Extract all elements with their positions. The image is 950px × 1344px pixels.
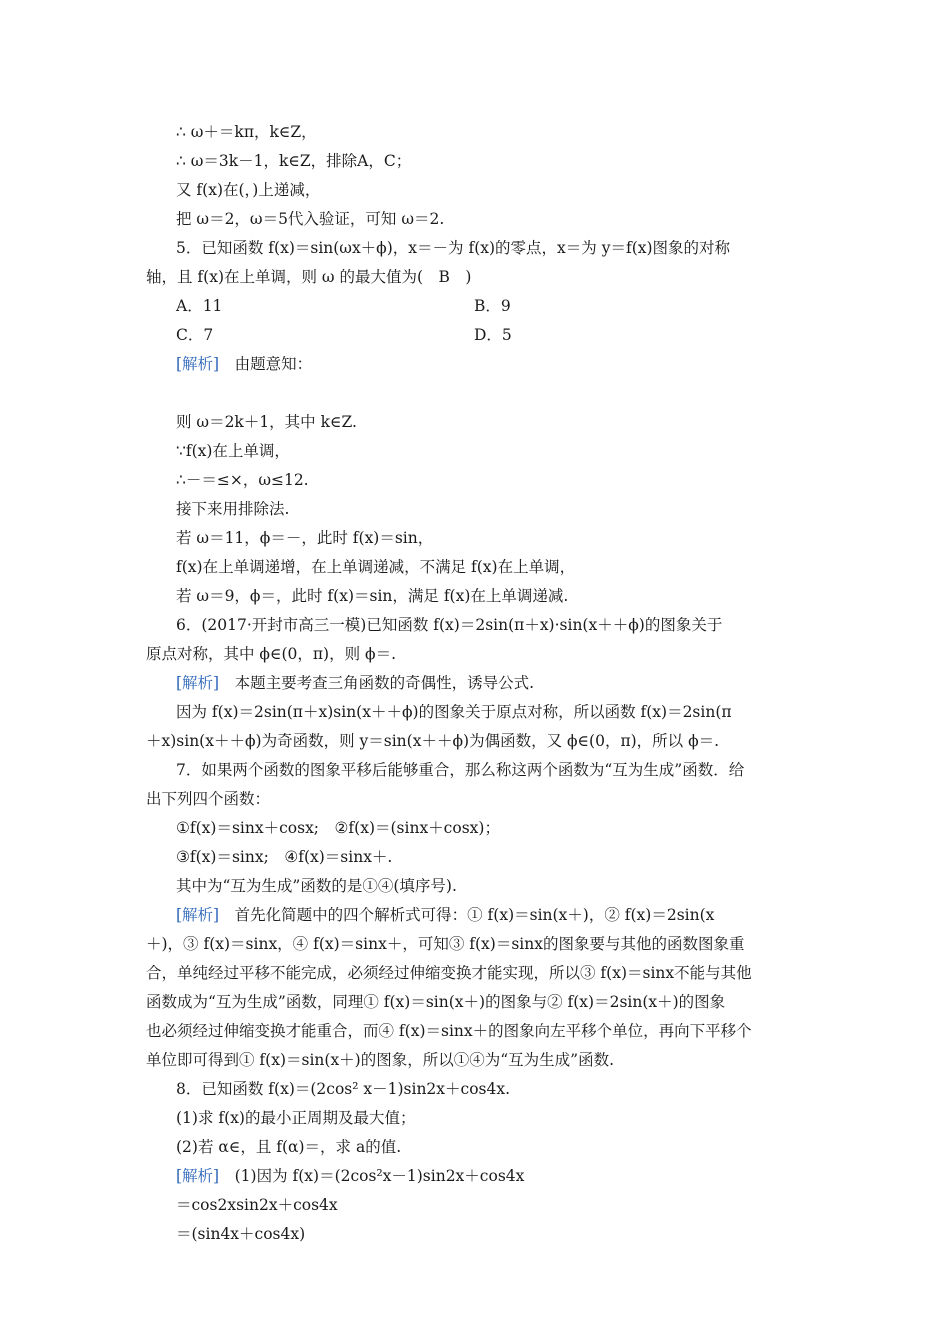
analysis-line [146, 1162, 806, 1191]
option-a: A．11 [176, 297, 223, 315]
text-line: 单位即可得到① f(x)＝sin(x＋)的图象，所以①④为“互为生成”函数. [146, 1051, 615, 1069]
text-line: 接下来用排除法. [176, 500, 290, 518]
analysis-tag: [解析] [176, 355, 220, 373]
question-8-part-1: (1)求 f(x)的最小正周期及最大值； [176, 1109, 416, 1127]
text-line: 合，单纯经过平移不能完成，必须经过伸缩变换才能实现，所以③ f(x)＝sinx不能与其他 [146, 964, 752, 982]
analysis-text: 由题意知： [219, 355, 313, 373]
text-line: ＋x)sin(x＋＋ϕ)为奇函数，则 y＝sin(x＋＋ϕ)为偶函数，又 ϕ∈(0，π)，所以 ϕ＝. [146, 732, 720, 750]
question-7-stem-cont: 出下列四个函数： [146, 790, 271, 808]
analysis-tag: [解析] [176, 906, 220, 924]
analysis-line [146, 350, 806, 379]
function-items: ①f(x)＝sinx＋cosx; ②f(x)＝(sinx＋cosx)； [176, 819, 500, 837]
text-line: ∴－＝≤×，ω≤12. [176, 471, 309, 489]
option-c: C．7 [176, 326, 214, 344]
question-8-part-2: (2)若 α∈，且 f(α)＝，求 a的值. [176, 1138, 402, 1156]
question-6-stem-cont: 原点对称，其中 ϕ∈(0，π)，则 ϕ＝. [146, 645, 397, 663]
text-line: ＝cos2xsin2x＋cos4x [176, 1196, 338, 1214]
text-line: 若 ω＝11，ϕ＝－，此时 f(x)＝sin， [176, 529, 434, 547]
text-line: 若 ω＝9，ϕ＝，此时 f(x)＝sin，满足 f(x)在上单调递减. [176, 587, 569, 605]
analysis-line [146, 669, 806, 698]
analysis-line [146, 901, 806, 930]
answer-line: 其中为“互为生成”函数的是①④(填序号). [176, 877, 457, 895]
function-items: ③f(x)＝sinx; ④f(x)＝sinx＋. [176, 848, 393, 866]
text-line: 函数成为“互为生成”函数，同理① f(x)＝sin(x＋)的图象与② f(x)＝2sin(x＋)的图象 [146, 993, 726, 1011]
text-line: ＝(sin4x＋cos4x) [176, 1225, 306, 1243]
analysis-text: (1)因为 f(x)＝(2cos²x－1)sin2x＋cos4x [219, 1167, 525, 1185]
question-7-stem: 7．如果两个函数的图象平移后能够重合，那么称这两个函数为“互为生成”函数．给 [176, 761, 745, 779]
question-5-stem: 5．已知函数 f(x)＝sin(ωx＋ϕ)，x＝－为 f(x)的零点，x＝为 y＝f(x)图象的对称 [176, 239, 731, 257]
analysis-text: 首先化简题中的四个解析式可得：① f(x)＝sin(x＋)，② f(x)＝2sin(x [219, 906, 715, 924]
question-6-stem: 6．(2017·开封市高三一模)已知函数 f(x)＝2sin(π＋x)·sin(x＋＋ϕ)的图象关于 [176, 616, 723, 634]
text-line: ∴ ω＋＝kπ，k∈Z， [176, 123, 317, 141]
option-d: D．5 [474, 326, 512, 344]
text-line: ∵f(x)在上单调， [176, 442, 290, 460]
analysis-tag: [解析] [176, 674, 220, 692]
text-line: f(x)在上单调递增，在上单调递减，不满足 f(x)在上单调， [176, 558, 576, 576]
question-5-options-row-1 [146, 292, 806, 321]
question-8-stem: 8．已知函数 f(x)＝(2cos² x－1)sin2x＋cos4x. [176, 1080, 511, 1098]
text-line: 因为 f(x)＝2sin(π＋x)sin(x＋＋ϕ)的图象关于原点对称，所以函数 f(x)＝2sin(π [176, 703, 732, 721]
text-line: 也必须经过伸缩变换才能重合，而④ f(x)＝sinx＋的图象向左平移个单位，再向下平移个 [146, 1022, 752, 1040]
text-line: ∴ ω＝3k－1，k∈Z，排除A，C； [176, 152, 412, 170]
text-line: 则 ω＝2k＋1，其中 k∈Z. [176, 413, 357, 431]
text-line: 又 f(x)在(，)上递减， [176, 181, 321, 199]
analysis-tag: [解析] [176, 1167, 220, 1185]
question-5-stem-cont: 轴，且 f(x)在上单调，则 ω 的最大值为( B ) [146, 268, 472, 286]
document-content [146, 118, 806, 1249]
text-line: 把 ω＝2，ω＝5代入验证，可知 ω＝2. [176, 210, 445, 228]
text-line: ＋)，③ f(x)＝sinx，④ f(x)＝sinx＋，可知③ f(x)＝sinx的图象要与其他的函数图象重 [146, 935, 745, 953]
question-5-options-row-2 [146, 321, 806, 350]
analysis-text: 本题主要考查三角函数的奇偶性，诱导公式. [219, 674, 535, 692]
blank-line [146, 379, 806, 408]
option-b: B．9 [474, 297, 511, 315]
